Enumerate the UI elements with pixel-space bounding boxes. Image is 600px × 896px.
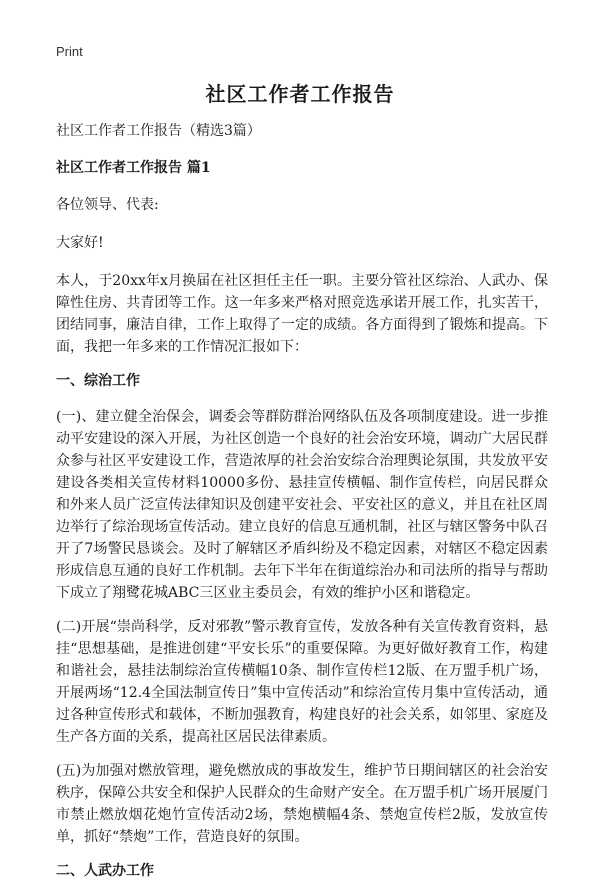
paragraph-science-education: (二)开展“崇尚科学，反对邪教”警示教育宣传，发放各种有关宣传教育资料，悬挂“思想基础，是推进创建“平安长乐”的重要保障。为更好做好教育工作，构建和谐社会，悬挂法制综治宣传横幅10条、制作宣传栏12版、在万盟手机广场，开展两场“12.4全国法制宣传日”集中宣传活动”和综治宣传月集中宣传活动，通过各种宣传形式和载体，不断加强教育，构建良好的社会关系，如邻里、家庭及生产各方面的关系，提高社区居民法律素质。 (56, 619, 548, 745)
paragraph-security-network: (一)、建立健全治保会，调委会等群防群治网络队伍及各项制度建设。进一步推动平安建设的深入开展，为社区创造一个良好的社会治安环境，调动广大居民群众参与社区平安建设工作，营造浓厚的社会治安综合治理舆论氛围，共发放平安建设各类相关宣传材料10000多份、悬挂宣传横幅、制作宣传栏，向居民群众和外来人员广泛宣传法律知识及创建平安社会、平安社区的意义，并且在社区周边举行了综治现场宣传活动。建立良好的信息互通机制，社区与辖区警务中队召开了7场警民恳谈会。及时了解辖区矛盾纠纷及不稳定因素，对辖区不稳定因素形成信息互通的良好工作机制。去年下半年在街道综治办和司法所的指导与帮助下成立了翔鹭花城ABC三区业主委员会，有效的维护小区和谐稳定。 (56, 409, 548, 601)
document-subtitle: 社区工作者工作报告（精选3篇） (56, 123, 261, 139)
greeting-everyone: 大家好! (56, 235, 104, 251)
print-link[interactable]: Print (56, 44, 83, 59)
document-title: 社区工作者工作报告 (205, 82, 395, 106)
greeting-leaders: 各位领导、代表: (56, 197, 159, 213)
heading-comprehensive-governance: 一、综治工作 (56, 373, 140, 389)
intro-paragraph: 本人，于20xx年x月换届在社区担任主任一职。主要分管社区综治、人武办、保障性住房、共青团等工作。这一年多来严格对照竞选承诺开展工作，扎实苦干，团结同事，廉洁自律，工作上取得了一定的成绩。各方面得到了锻炼和提高。下面，我把一年多来的工作情况汇报如下： (56, 273, 548, 355)
paragraph-fireworks-management: (五)为加强对燃放管理，避免燃放成的事故发生，维护节日期间辖区的社会治安秩序，保障公共安全和保护人民群众的生命财产安全。在万盟手机广场开展厦门市禁止燃放烟花炮竹宣传活动2场，禁炮横幅4条、禁炮宣传栏2版，发放宣传单，抓好“禁炮”工作，营造良好的氛围。 (56, 763, 548, 845)
section-title: 社区工作者工作报告 篇1 (56, 160, 211, 176)
document-body (56, 120, 548, 896)
heading-armed-forces-office: 二、人武办工作 (56, 863, 154, 879)
